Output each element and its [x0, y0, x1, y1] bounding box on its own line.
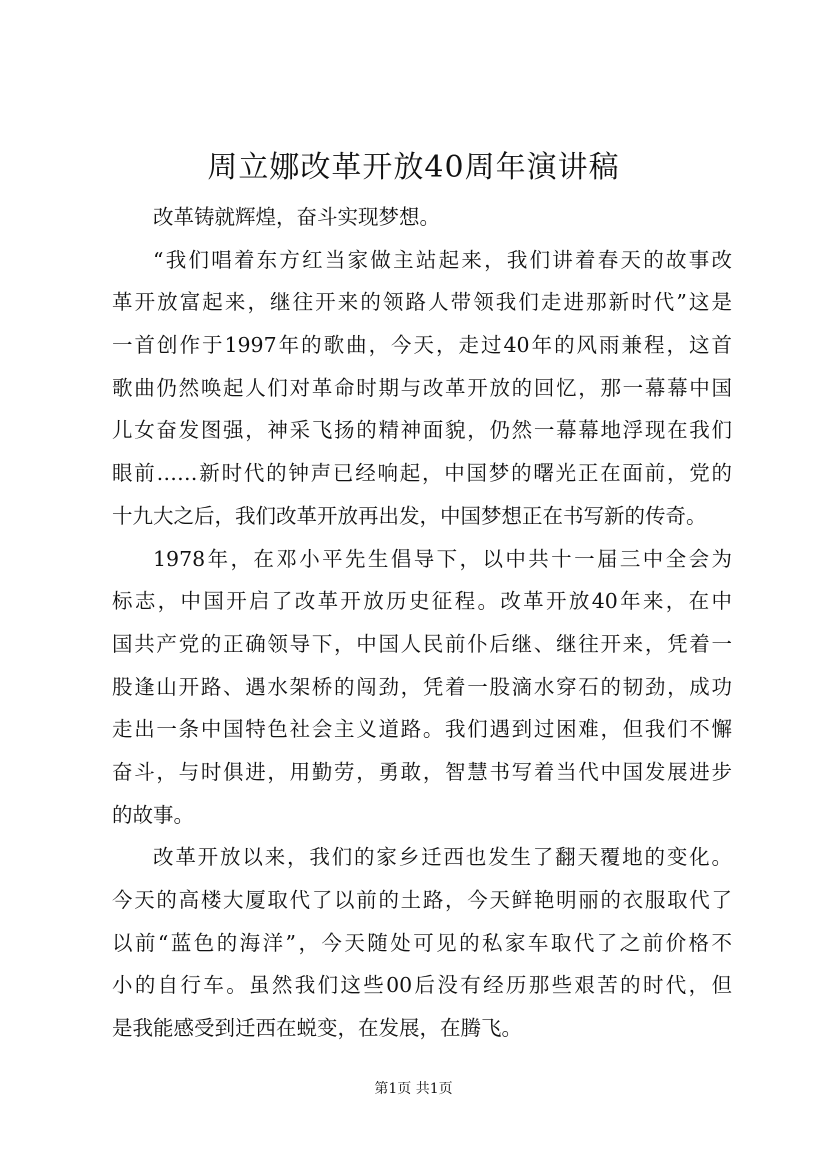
paragraph-line: 股逢山开路、遇水架桥的闯劲，凭着一股滴水穿石的韧劲，成功 [112, 674, 732, 699]
paragraph-line: 国共产党的正确领导下，中国人民前仆后继、继往开来，凭着一 [112, 631, 732, 656]
paragraph-line: 的故事。 [112, 802, 194, 827]
document-title: 周立娜改革开放40周年演讲稿 [207, 150, 620, 185]
paragraph-line: 一首创作于1997年的歌曲，今天，走过40年的风雨兼程，这首 [112, 333, 732, 358]
paragraph-line: 十九大之后，我们改革开放再出发，中国梦想正在书写新的传奇。 [112, 503, 707, 528]
document-body [112, 196, 732, 1050]
paragraph-line: 标志，中国开启了改革开放历史征程。改革开放40年来，在中 [112, 589, 732, 614]
paragraph-line: 眼前……新时代的钟声已经响起，中国梦的曙光正在面前，党的 [112, 461, 732, 486]
paragraph-line: 改革开放以来，我们的家乡迁西也发生了翻天覆地的变化。 [153, 845, 732, 870]
paragraph-line: “我们唱着东方红当家做主站起来，我们讲着春天的故事改 [153, 247, 732, 272]
paragraph-line: 今天的高楼大厦取代了以前的土路，今天鲜艳明丽的衣服取代了 [112, 888, 732, 912]
paragraph-line: 儿女奋发图强，神采飞扬的精神面貌，仍然一幕幕地浮现在我们 [112, 418, 732, 443]
paragraph-line: 以前“蓝色的海洋”，今天随处可见的私家车取代了之前价格不 [112, 930, 732, 955]
paragraph-line: 歌曲仍然唤起人们对革命时期与改革开放的回忆，那一幕幕中国 [112, 375, 732, 400]
paragraph-line: 奋斗，与时俱进，用勤劳，勇敢，智慧书写着当代中国发展进步 [112, 759, 732, 784]
paragraph-line: 革开放富起来，继往开来的领路人带领我们走进那新时代”这是 [112, 290, 732, 315]
paragraph-line: 改革铸就辉煌，奋斗实现梦想。 [153, 205, 440, 229]
page-footer: 第1页 共1页 [374, 1081, 453, 1097]
paragraph-line: 走出一条中国特色社会主义道路。我们遇到过困难，但我们不懈 [112, 717, 732, 742]
paragraph-line: 1978年，在邓小平先生倡导下，以中共十一届三中全会为 [153, 546, 732, 571]
paragraph-line: 是我能感受到迁西在蜕变，在发展，在腾飞。 [112, 1016, 522, 1041]
paragraph-line: 小的自行车。虽然我们这些00后没有经历那些艰苦的时代，但 [112, 973, 732, 998]
